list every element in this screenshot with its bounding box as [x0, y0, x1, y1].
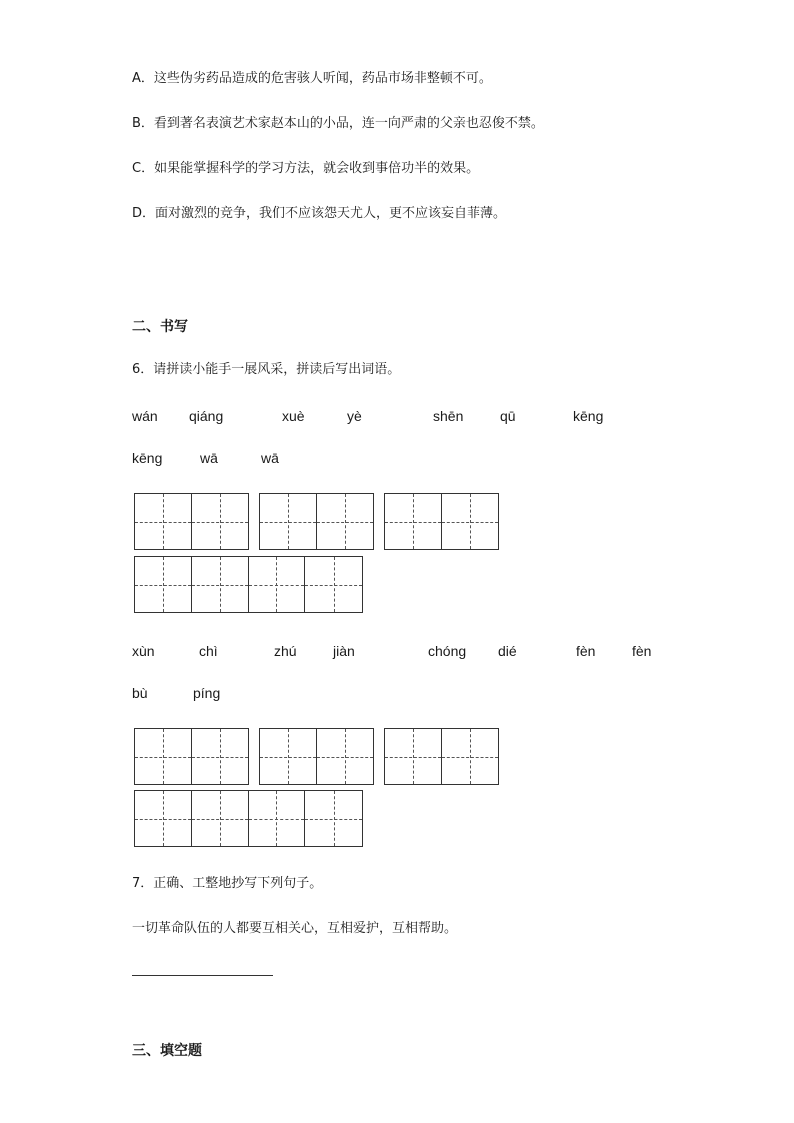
tian-zi-cell[interactable] [192, 791, 249, 846]
tian-zi-cell[interactable] [135, 494, 192, 549]
option-c: C．如果能掌握科学的学习方法，就会收到事倍功半的效果。 [132, 161, 480, 176]
pinyin-syllable: zhú [274, 643, 297, 659]
pinyin-syllable: chóng [428, 643, 467, 659]
section-heading-fill-in: 三、填空题 [132, 1043, 202, 1059]
tian-zi-cell[interactable] [249, 557, 306, 612]
pinyin-syllable: fèn [576, 643, 596, 659]
tian-zi-cell[interactable] [192, 494, 249, 549]
pinyin-syllable: yè [347, 408, 362, 424]
tian-zi-cell[interactable] [442, 729, 499, 784]
pinyin-syllable: fèn [632, 643, 652, 659]
writing-grid-4-char[interactable] [134, 790, 363, 847]
copy-sentence: 一切革命队伍的人都要互相关心，互相爱护，互相帮助。 [132, 921, 458, 936]
tian-zi-cell[interactable] [317, 494, 374, 549]
pinyin-syllable: wā [261, 450, 279, 466]
tian-zi-cell[interactable] [192, 729, 249, 784]
pinyin-syllable: wā [200, 450, 218, 466]
writing-grid-2-char[interactable] [134, 728, 249, 785]
writing-grid-4-char[interactable] [134, 556, 363, 613]
pinyin-syllable: píng [193, 685, 221, 701]
pinyin-syllable: jiàn [333, 643, 355, 659]
writing-grid-2-char[interactable] [134, 493, 249, 550]
pinyin-syllable: kēng [573, 408, 604, 424]
answer-line[interactable] [132, 975, 273, 976]
question-7-prompt: 7．正确、工整地抄写下列句子。 [132, 876, 323, 891]
pinyin-syllable: xuè [282, 408, 305, 424]
tian-zi-cell[interactable] [249, 791, 306, 846]
pinyin-syllable: qū [500, 408, 516, 424]
tian-zi-cell[interactable] [135, 791, 192, 846]
pinyin-syllable: kēng [132, 450, 163, 466]
pinyin-syllable: bù [132, 685, 148, 701]
writing-grid-2-char[interactable] [384, 493, 499, 550]
tian-zi-cell[interactable] [135, 557, 192, 612]
tian-zi-cell[interactable] [317, 729, 374, 784]
tian-zi-cell[interactable] [305, 557, 362, 612]
pinyin-syllable: wán [132, 408, 158, 424]
option-a: A．这些伪劣药品造成的危害骇人听闻，药品市场非整顿不可。 [132, 71, 492, 86]
writing-grid-2-char[interactable] [384, 728, 499, 785]
section-heading-writing: 二、书写 [132, 319, 188, 335]
tian-zi-cell[interactable] [442, 494, 499, 549]
tian-zi-cell[interactable] [260, 494, 317, 549]
pinyin-syllable: xùn [132, 643, 155, 659]
tian-zi-cell[interactable] [260, 729, 317, 784]
option-d: D．面对激烈的竞争，我们不应该怨天尤人，更不应该妄自菲薄。 [132, 206, 507, 221]
writing-grid-2-char[interactable] [259, 728, 374, 785]
pinyin-syllable: dié [498, 643, 517, 659]
tian-zi-cell[interactable] [135, 729, 192, 784]
option-b: B．看到著名表演艺术家赵本山的小品，连一向严肃的父亲也忍俊不禁。 [132, 116, 544, 131]
tian-zi-cell[interactable] [385, 729, 442, 784]
pinyin-syllable: qiáng [189, 408, 224, 424]
writing-grid-2-char[interactable] [259, 493, 374, 550]
pinyin-syllable: chì [199, 643, 218, 659]
pinyin-syllable: shēn [433, 408, 464, 424]
tian-zi-cell[interactable] [385, 494, 442, 549]
tian-zi-cell[interactable] [305, 791, 362, 846]
tian-zi-cell[interactable] [192, 557, 249, 612]
question-6-prompt: 6．请拼读小能手一展风采，拼读后写出词语。 [132, 362, 401, 377]
